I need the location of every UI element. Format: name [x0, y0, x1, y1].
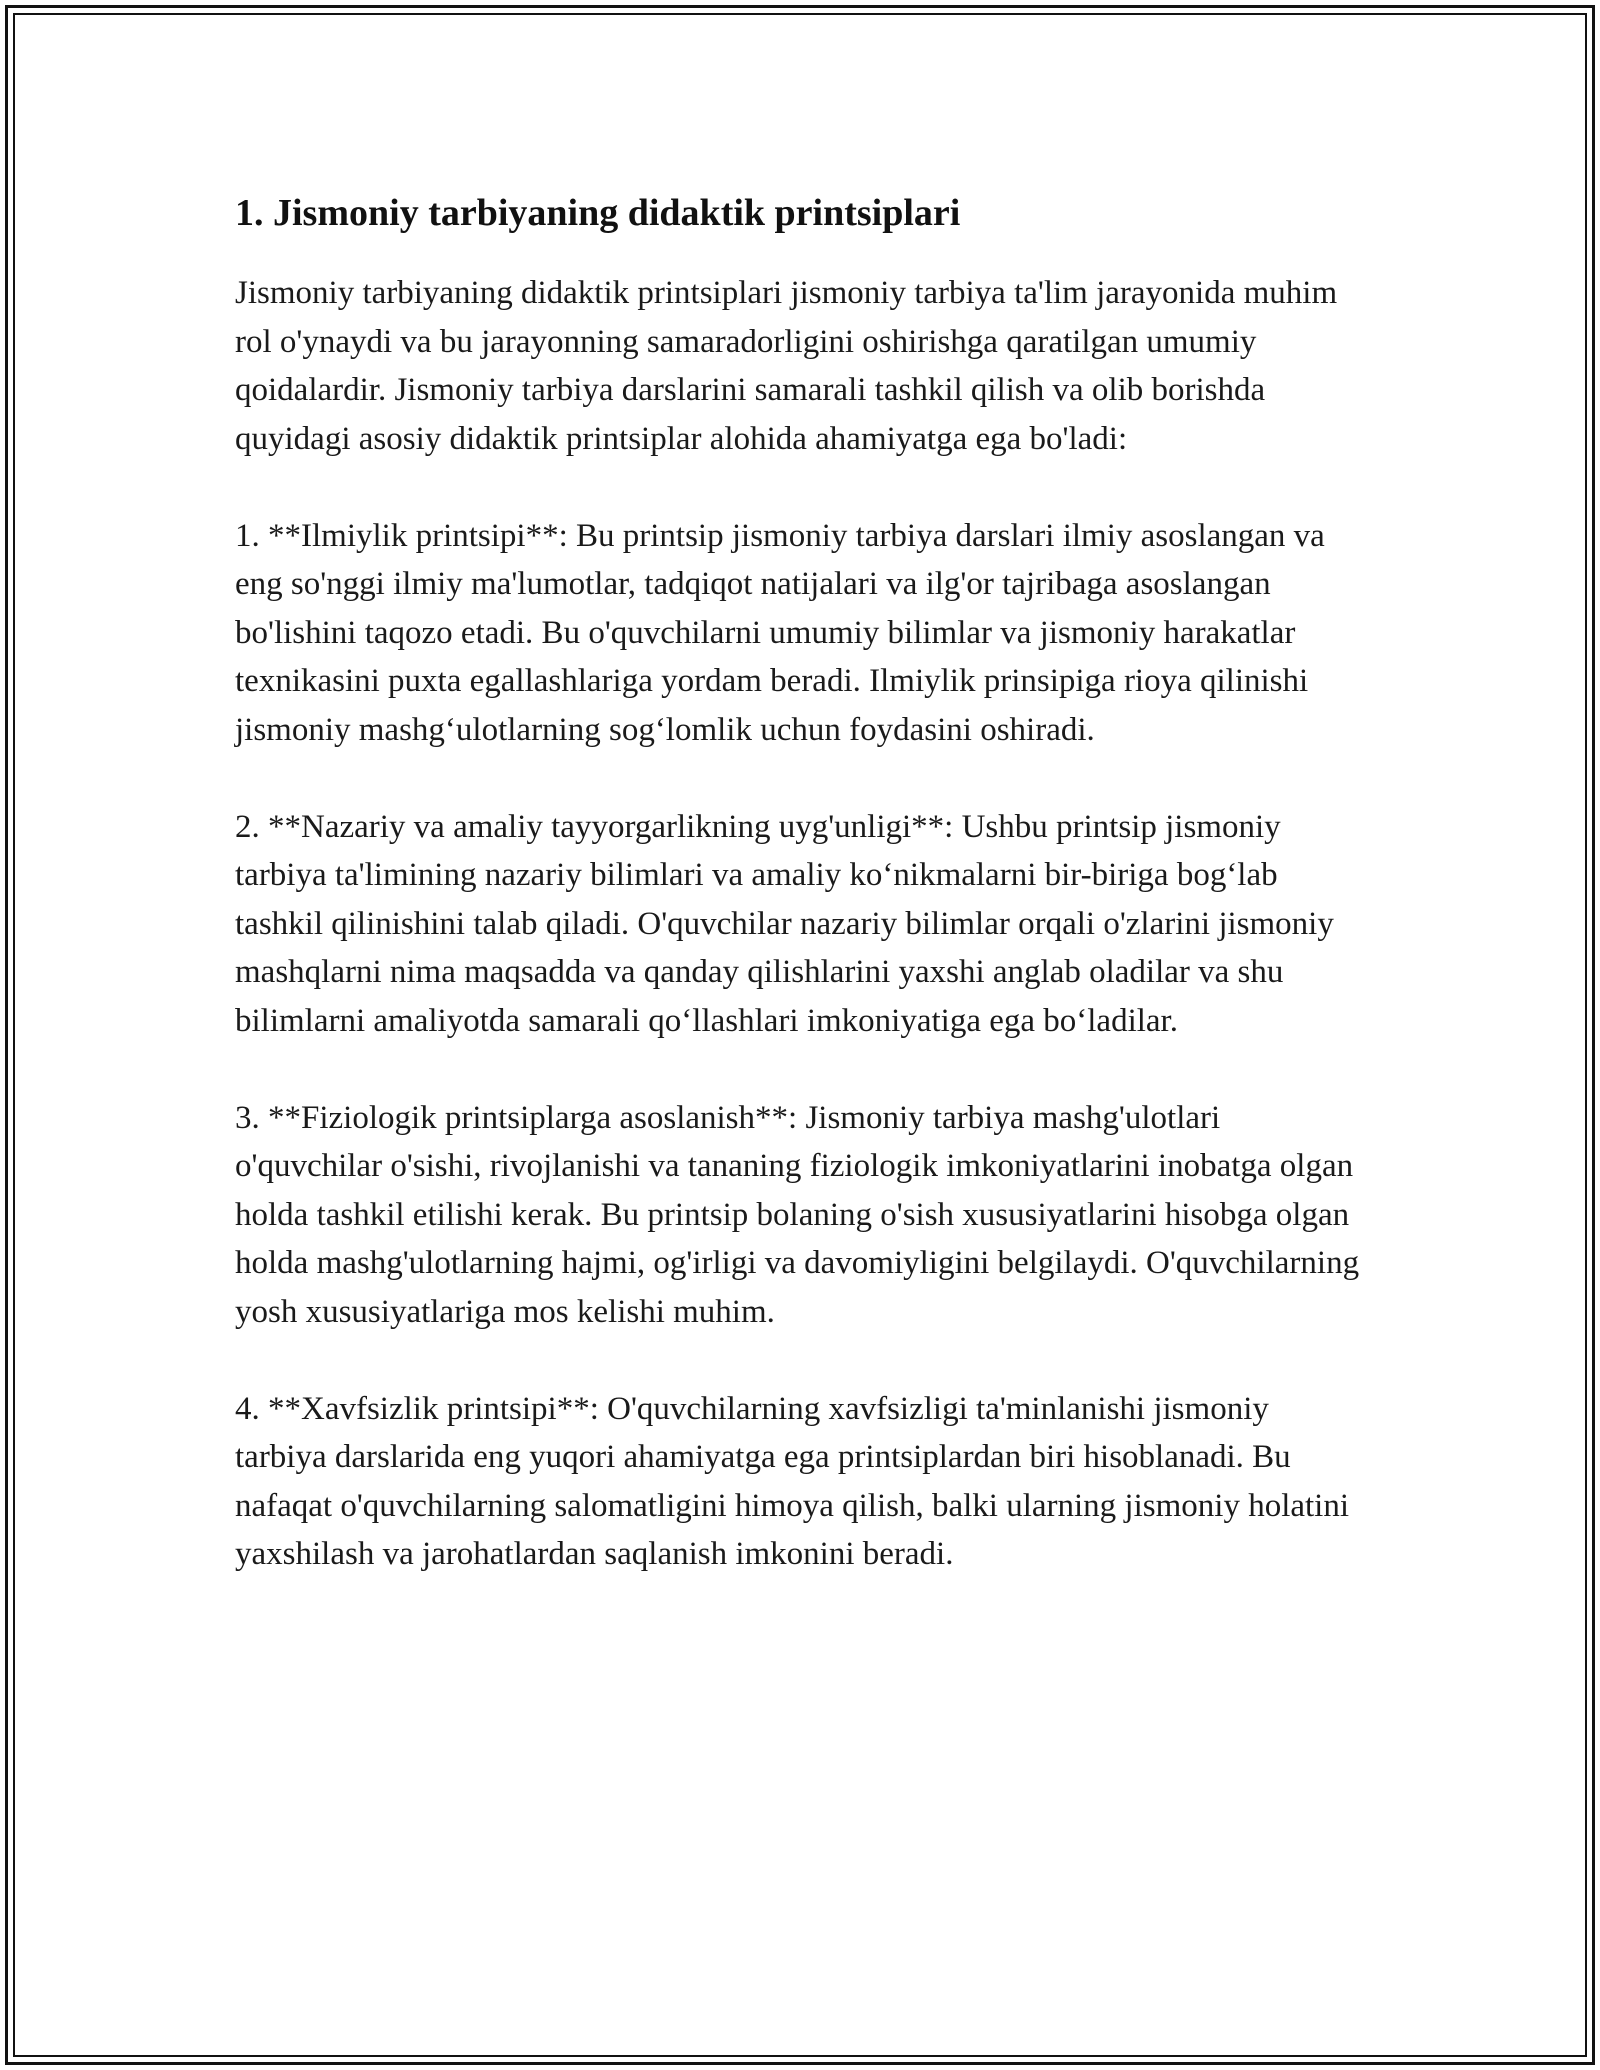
- intro-paragraph: Jismoniy tarbiyaning didaktik printsiplari jismoniy tarbiya ta'lim jarayonida muhim rol o'ynaydi va bu jarayonning samaradorligini oshirishga qaratilgan umumiy qoidalardir. Jismoniy tarbiya darslarini samarali tashkil qilish va olib borishda quyidagi asosiy didaktik printsiplar alohida ahamiyatga ega bo'ladi:: [235, 275, 1338, 457]
- principle-paragraph-4: 4. **Xavfsizlik printsipi**: O'quvchilarning xavfsizligi ta'minlanishi jismoniy tarbiya darslarida eng yuqori ahamiyatga ega printsiplardan biri hisoblanadi. Bu nafaqat o'quvchilarning salomatligini himoya qilish, balki ularning jismoniy holatini yaxshilash va jarohatlardan saqlanish imkonini beradi.: [235, 1390, 1350, 1572]
- principle-paragraph-1: 1. **Ilmiylik printsipi**: Bu printsip jismoniy tarbiya darslari ilmiy asoslangan va eng so'nggi ilmiy ma'lumotlar, tadqiqot natijalari va ilg'or tajribaga asoslangan bo'lishini taqozo etadi. Bu o'quvchilarni umumiy bilimlar va jismoniy harakatlar texnikasini puxta egallashlariga yordam beradi. Ilmiylik prinsipiga rioya qilinishi jismoniy mashg‘ulotlarning sog‘lomlik uchun foydasini oshiradi.: [235, 517, 1325, 748]
- document-title: 1. Jismoniy tarbiyaning didaktik printsiplari: [235, 192, 961, 234]
- principle-paragraph-2: 2. **Nazariy va amaliy tayyorgarlikning uyg'unligi**: Ushbu printsip jismoniy tarbiya ta'limining nazariy bilimlari va amaliy ko‘nikmalarni bir-biriga bog‘lab tashkil qilinishini talab qiladi. O'quvchilar nazariy bilimlar orqali o'zlarini jismoniy mashqlarni nima maqsadda va qanday qilishlarini yaxshi anglab oladilar va shu bilimlarni amaliyotda samarali qo‘llashlari imkoniyatiga ega bo‘ladilar.: [235, 808, 1334, 1039]
- document-body: [235, 269, 1365, 1579]
- principle-paragraph-3: 3. **Fiziologik printsiplarga asoslanish**: Jismoniy tarbiya mashg'ulotlari o'quvchilar o'sishi, rivojlanishi va tananing fiziologik imkoniyatlarini inobatga olgan holda tashkil etilishi kerak. Bu printsip bolaning o'sish xususiyatlarini hisobga olgan holda mashg'ulotlarning hajmi, og'irligi va davomiyligini belgilaydi. O'quvchilarning yosh xususiyatlariga mos kelishi muhim.: [235, 1099, 1360, 1330]
- document-page: [235, 185, 1365, 1579]
